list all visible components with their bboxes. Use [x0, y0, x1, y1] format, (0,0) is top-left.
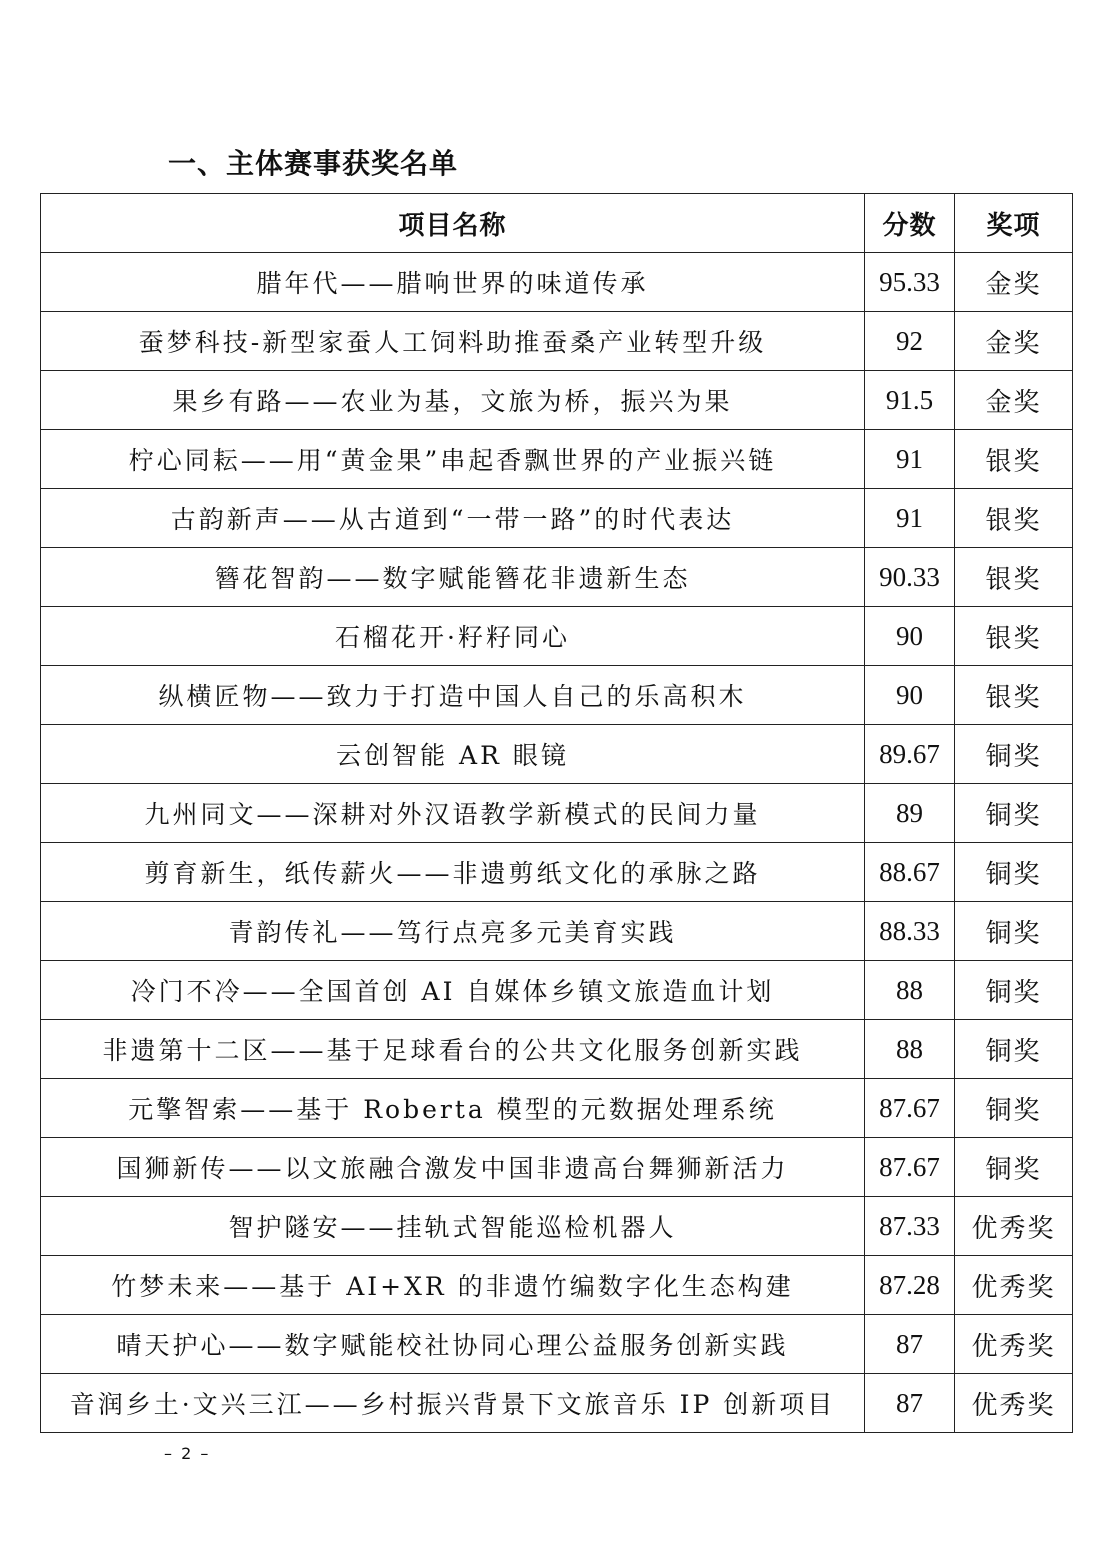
score-cell: 92 [865, 312, 955, 371]
table-row [41, 784, 1073, 843]
project-name-cell: 石榴花开·籽籽同心 [41, 607, 865, 666]
table-row [41, 371, 1073, 430]
award-cell: 铜奖 [955, 843, 1073, 902]
project-name-cell: 腊年代——腊响世界的味道传承 [41, 253, 865, 312]
score-cell: 90 [865, 607, 955, 666]
score-cell: 91 [865, 489, 955, 548]
project-name-cell: 冷门不冷——全国首创 AI 自媒体乡镇文旅造血计划 [41, 961, 865, 1020]
score-cell: 87.67 [865, 1079, 955, 1138]
award-cell: 优秀奖 [955, 1315, 1073, 1374]
project-name-cell: 智护隧安——挂轨式智能巡检机器人 [41, 1197, 865, 1256]
table-row [41, 666, 1073, 725]
table-row [41, 843, 1073, 902]
table-row [41, 489, 1073, 548]
score-cell: 90.33 [865, 548, 955, 607]
table-row [41, 1374, 1073, 1433]
award-cell: 银奖 [955, 430, 1073, 489]
award-cell: 金奖 [955, 371, 1073, 430]
award-cell: 优秀奖 [955, 1256, 1073, 1315]
table-row [41, 1079, 1073, 1138]
table-header-row [41, 194, 1073, 253]
score-cell: 88 [865, 1020, 955, 1079]
table-row [41, 902, 1073, 961]
score-cell: 91 [865, 430, 955, 489]
page-number: – 2 – [164, 1444, 211, 1463]
project-name-cell: 纵横匠物——致力于打造中国人自己的乐高积木 [41, 666, 865, 725]
header-award: 奖项 [955, 194, 1073, 253]
award-cell: 铜奖 [955, 1020, 1073, 1079]
award-cell: 铜奖 [955, 784, 1073, 843]
award-cell: 优秀奖 [955, 1374, 1073, 1433]
table-row [41, 1197, 1073, 1256]
award-cell: 优秀奖 [955, 1197, 1073, 1256]
project-name-cell: 果乡有路——农业为基，文旅为桥，振兴为果 [41, 371, 865, 430]
project-name-cell: 晴天护心——数字赋能校社协同心理公益服务创新实践 [41, 1315, 865, 1374]
project-name-cell: 九州同文——深耕对外汉语教学新模式的民间力量 [41, 784, 865, 843]
table-row [41, 548, 1073, 607]
table-row [41, 1315, 1073, 1374]
project-name-cell: 古韵新声——从古道到“一带一路”的时代表达 [41, 489, 865, 548]
table-row [41, 430, 1073, 489]
header-score: 分数 [865, 194, 955, 253]
award-cell: 铜奖 [955, 902, 1073, 961]
score-cell: 95.33 [865, 253, 955, 312]
award-cell: 铜奖 [955, 725, 1073, 784]
award-cell: 银奖 [955, 666, 1073, 725]
score-cell: 88.67 [865, 843, 955, 902]
score-cell: 87 [865, 1315, 955, 1374]
project-name-cell: 元擎智索——基于 Roberta 模型的元数据处理系统 [41, 1079, 865, 1138]
project-name-cell: 竹梦未来——基于 AI+XR 的非遗竹编数字化生态构建 [41, 1256, 865, 1315]
award-cell: 金奖 [955, 312, 1073, 371]
score-cell: 91.5 [865, 371, 955, 430]
award-table [40, 193, 1073, 1433]
section-title: 一、主体赛事获奖名单 [168, 147, 459, 180]
award-cell: 银奖 [955, 489, 1073, 548]
award-cell: 银奖 [955, 607, 1073, 666]
table-body [41, 253, 1073, 1433]
project-name-cell: 非遗第十二区——基于足球看台的公共文化服务创新实践 [41, 1020, 865, 1079]
score-cell: 87.67 [865, 1138, 955, 1197]
award-cell: 铜奖 [955, 1138, 1073, 1197]
project-name-cell: 簪花智韵——数字赋能簪花非遗新生态 [41, 548, 865, 607]
score-cell: 89.67 [865, 725, 955, 784]
project-name-cell: 剪育新生，纸传薪火——非遗剪纸文化的承脉之路 [41, 843, 865, 902]
project-name-cell: 青韵传礼——笃行点亮多元美育实践 [41, 902, 865, 961]
award-cell: 银奖 [955, 548, 1073, 607]
project-name-cell: 云创智能 AR 眼镜 [41, 725, 865, 784]
score-cell: 88.33 [865, 902, 955, 961]
score-cell: 87.28 [865, 1256, 955, 1315]
project-name-cell: 国狮新传——以文旅融合激发中国非遗高台舞狮新活力 [41, 1138, 865, 1197]
score-cell: 87 [865, 1374, 955, 1433]
table-row [41, 1020, 1073, 1079]
score-cell: 89 [865, 784, 955, 843]
project-name-cell: 蚕梦科技-新型家蚕人工饲料助推蚕桑产业转型升级 [41, 312, 865, 371]
award-cell: 铜奖 [955, 1079, 1073, 1138]
table-row [41, 725, 1073, 784]
award-cell: 铜奖 [955, 961, 1073, 1020]
project-name-cell: 柠心同耘——用“黄金果”串起香飘世界的产业振兴链 [41, 430, 865, 489]
project-name-cell: 音润乡土·文兴三江——乡村振兴背景下文旅音乐 IP 创新项目 [41, 1374, 865, 1433]
table-row [41, 312, 1073, 371]
table-row [41, 253, 1073, 312]
header-project-name: 项目名称 [41, 194, 865, 253]
score-cell: 87.33 [865, 1197, 955, 1256]
table-row [41, 1138, 1073, 1197]
award-cell: 金奖 [955, 253, 1073, 312]
score-cell: 88 [865, 961, 955, 1020]
score-cell: 90 [865, 666, 955, 725]
table-row [41, 1256, 1073, 1315]
table-row [41, 607, 1073, 666]
table-row [41, 961, 1073, 1020]
